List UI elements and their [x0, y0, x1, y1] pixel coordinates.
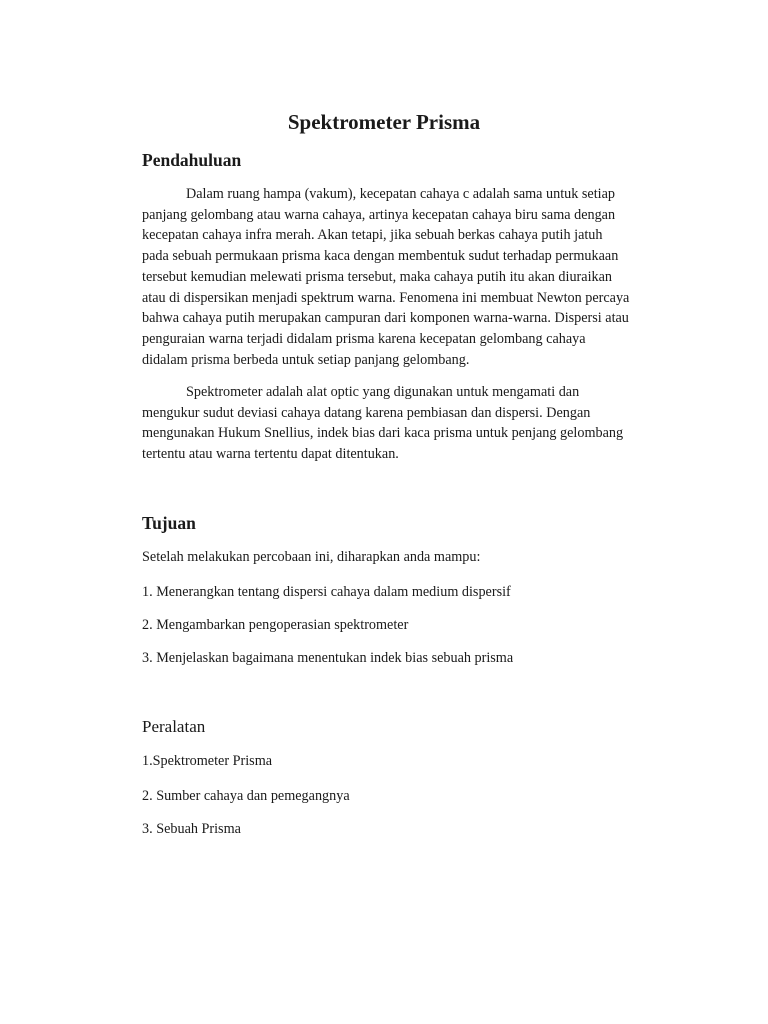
paragraph-line: kecepatan cahaya infra merah. Akan tetapi, jika sebuah berkas cahaya putih jatuh [142, 227, 603, 244]
paragraph-line: didalam prisma berbeda untuk setiap panjang gelombang. [142, 351, 470, 368]
paragraph-intro-2 [142, 382, 662, 465]
paragraph-line: tertentu atau warna tertentu dapat ditentukan. [142, 446, 399, 463]
tujuan-intro: Setelah melakukan percobaan ini, diharapkan anda mampu: [142, 549, 481, 565]
list-item: 1. Menerangkan tentang dispersi cahaya dalam medium dispersif [142, 584, 511, 600]
list-item: 3. Menjelaskan bagaimana menentukan indek bias sebuah prisma [142, 650, 514, 666]
list-item: 3. Sebuah Prisma [142, 821, 241, 837]
paragraph-line: penguraian warna terjadi didalam prisma karena kecepatan gelombang cahaya [142, 330, 586, 347]
paragraph-line: tersebut kemudian melewati prisma tersebut, maka cahaya putih itu akan diuraikan [142, 268, 612, 285]
section-heading-tujuan: Tujuan [142, 513, 196, 533]
section-heading-pendahuluan: Pendahuluan [142, 150, 242, 170]
paragraph-line: atau di dispersikan menjadi spektrum warna. Fenomena ini membuat Newton percaya [142, 289, 630, 306]
document-title: Spektrometer Prisma [287, 110, 481, 134]
paragraph-intro-1 [142, 184, 662, 370]
paragraph-line: bahwa cahaya putih merupakan campuran dari komponen warna-warna. Dispersi atau [142, 310, 629, 327]
paragraph-line: panjang gelombang atau warna cahaya, artinya kecepatan cahaya biru sama dengan [142, 206, 616, 223]
list-item: 2. Mengambarkan pengoperasian spektrometer [142, 617, 409, 633]
section-heading-peralatan: Peralatan [142, 717, 206, 736]
paragraph-line: Spektrometer adalah alat optic yang digunakan untuk mengamati dan [186, 384, 580, 400]
list-item: 1.Spektrometer Prisma [142, 753, 273, 769]
paragraph-line: pada sebuah permukaan prisma kaca dengan membentuk sudut terhadap permukaan [142, 248, 619, 265]
list-item: 2. Sumber cahaya dan pemegangnya [142, 788, 350, 804]
paragraph-line: Dalam ruang hampa (vakum), kecepatan cahaya c adalah sama untuk setiap [186, 186, 615, 202]
paragraph-line: mengunakan Hukum Snellius, indek bias dari kaca prisma untuk penjang gelombang [142, 425, 624, 442]
paragraph-line: mengukur sudut deviasi cahaya datang karena pembiasan dan dispersi. Dengan [142, 404, 591, 421]
